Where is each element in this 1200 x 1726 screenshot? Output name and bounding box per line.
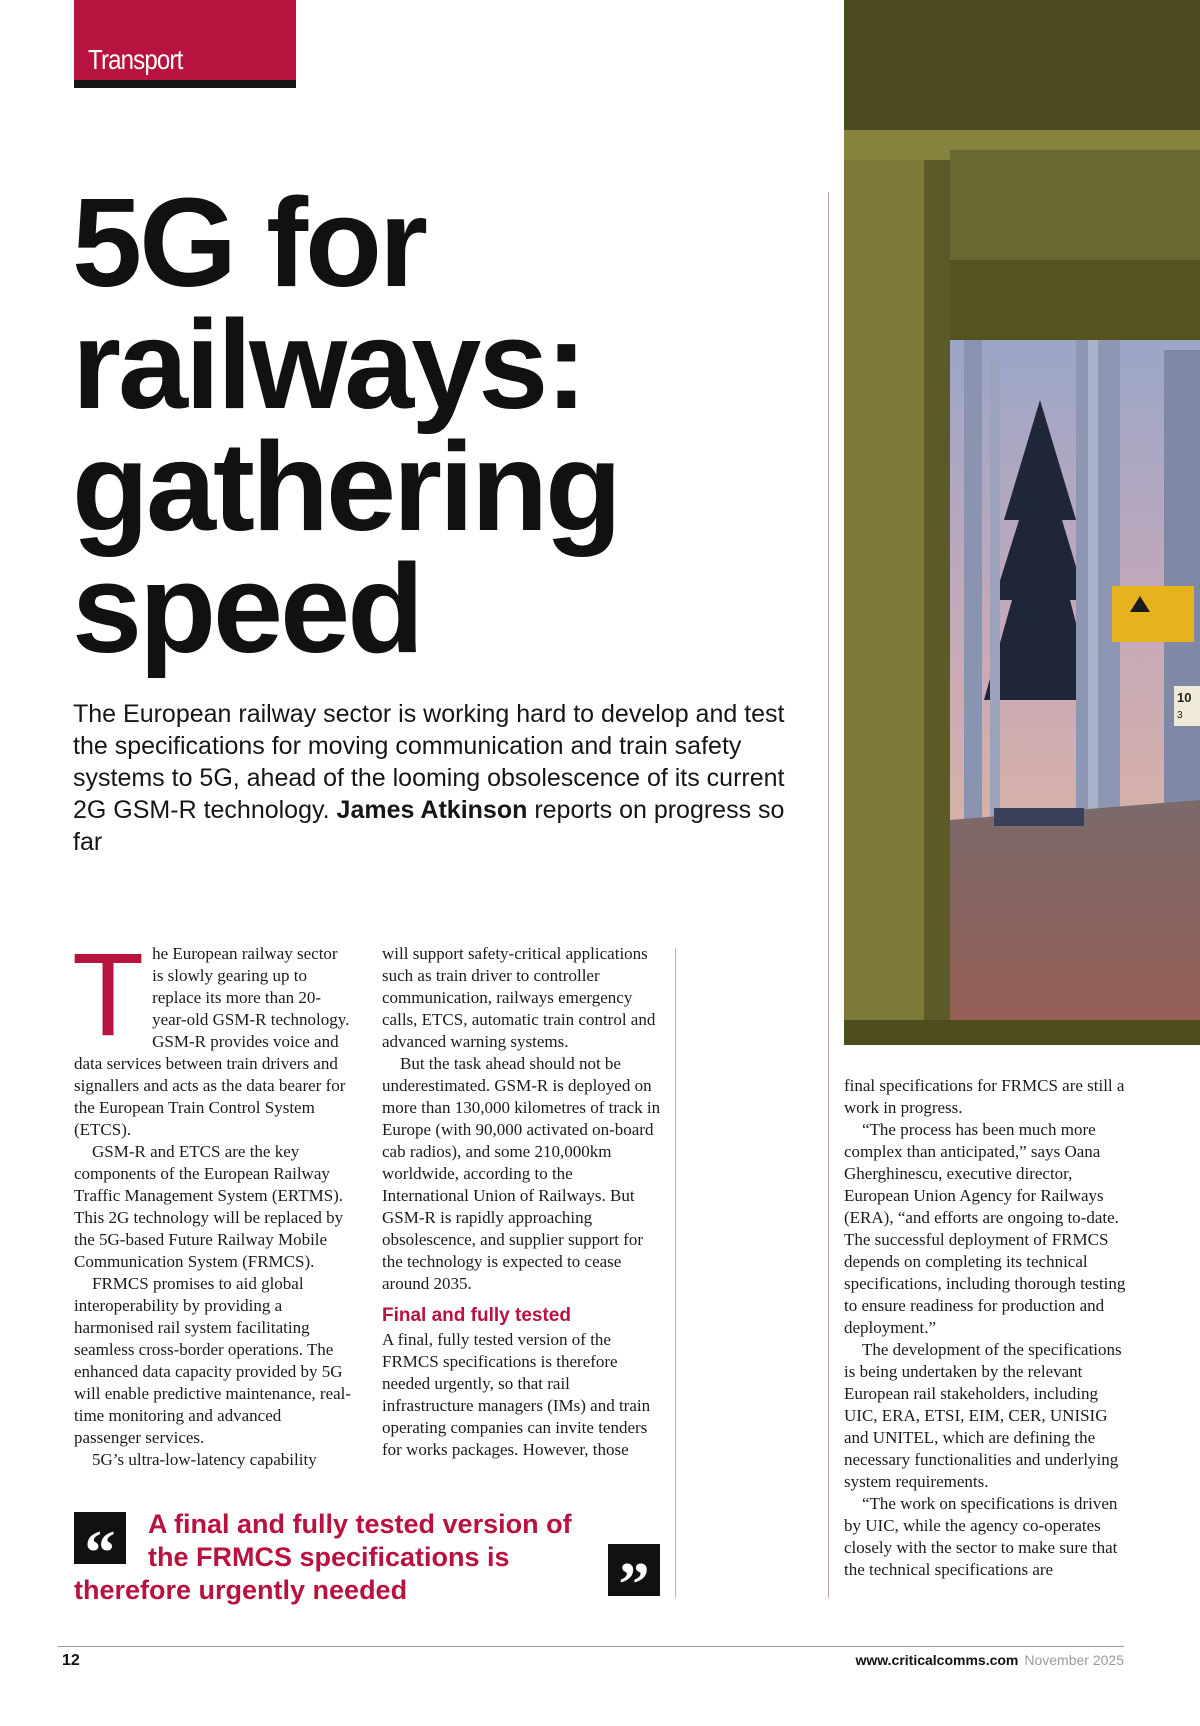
- body-column-1: [72, 929, 352, 1471]
- column-divider: [675, 948, 676, 1598]
- photo-illustration: [844, 0, 1200, 1045]
- close-quote-icon: ”: [608, 1544, 660, 1596]
- open-quote-icon: “: [74, 1512, 126, 1564]
- page-number: 12: [62, 1652, 80, 1669]
- pull-quote-line: the FRMCS specifications is: [148, 1542, 510, 1572]
- section-label: Transport: [88, 44, 183, 75]
- paragraph: “The process has been much more complex than anticipated,” says Oana Gherghinescu, executive director, European Union Agency for Railways (ERA), “and efforts are ongoing to-date. The successful deployment of FRMCS depends on completing its technical specifications, including thorough testing to ensure readiness for production and deployment.”: [844, 1120, 1126, 1337]
- headline-line: gathering: [72, 416, 620, 557]
- headline-line: railways:: [72, 294, 585, 435]
- body-column-3: [844, 1075, 1126, 1581]
- pull-quote: [74, 1508, 674, 1607]
- drop-cap: T: [72, 929, 145, 1061]
- subheading: Final and fully tested: [382, 1305, 571, 1326]
- footer-rule: [58, 1646, 1124, 1647]
- paragraph: The development of the specifications is being undertaken by the relevant European rail stakeholders, including UIC, ERA, ETSI, EIM, CER, UNISIG and UNITEL, which are defining the necessary functionalities and underlying system requirements.: [844, 1340, 1122, 1491]
- headline-line: 5G for: [72, 172, 426, 313]
- standfirst-text: The European railway sector is working hard to develop and test the specifications for moving communication and train safety systems to 5G, ahead of the looming obsolescence of its current 2G GSM-R technology.: [73, 700, 785, 824]
- paragraph: “The work on specifications is driven by UIC, while the agency co-operates closely with the sector to make sure that the technical specifications are: [844, 1494, 1118, 1579]
- pull-quote-line: A final and fully tested version of: [148, 1509, 572, 1539]
- platform-sign-number: 10: [1177, 690, 1192, 705]
- headline-line: speed: [72, 538, 422, 679]
- website-link[interactable]: www.criticalcomms.com: [855, 1652, 1019, 1668]
- standfirst-tail: reports on progress so far: [73, 796, 785, 856]
- paragraph: 5G’s ultra-low-latency capability: [92, 1450, 317, 1469]
- footer-info: [856, 1652, 1125, 1668]
- author-name: James Atkinson: [336, 796, 528, 824]
- body-column-2: [382, 943, 662, 1461]
- paragraph: GSM-R and ETCS are the key components of the European Railway Traffic Management System (ERTMS). This 2G technology will be replaced by the 5G-based Future Railway Mobile Communication System (FRMCS).: [74, 1142, 344, 1271]
- paragraph: FRMCS promises to aid global interoperability by providing a harmonised rail system facilitating seamless cross-border operations. The enhanced data capacity provided by 5G will enable predictive maintenance, real-time monitoring and advanced passenger services.: [74, 1274, 352, 1447]
- paragraph: will support safety-critical applications such as train driver to controller communication, railways emergency calls, ETCS, automatic train control and advanced warning systems.: [382, 944, 656, 1051]
- paragraph: he European railway sector is slowly gearing up to replace its more than 20-year-old GSM-R technology. GSM-R provides voice and data services between train drivers and signallers and acts as the data bearer for the European Train Control System (ETCS).: [74, 944, 350, 1139]
- paragraph: But the task ahead should not be underestimated. GSM-R is deployed on more than 130,000 kilometres of track in Europe (with 90,000 activated on-board cab radios), and some 210,000km worldwide, according to the International Union of Railways. But GSM-R is rapidly approaching obsolescence, and supplier support for the technology is expected to cease around 2035.: [382, 1054, 661, 1293]
- issue-date: November 2025: [1024, 1652, 1124, 1668]
- railway-station-photo: [844, 0, 1200, 1045]
- headline: [72, 172, 772, 679]
- standfirst: [73, 698, 793, 858]
- platform-sign-sub: 3: [1177, 710, 1183, 721]
- pull-quote-line: therefore urgently needed: [74, 1575, 408, 1605]
- paragraph: A final, fully tested version of the FRMCS specifications is therefore needed urgently, so that rail infrastructure managers (IMs) and train operating companies can invite tenders for works packages. However, those: [382, 1330, 651, 1459]
- section-tab: [74, 0, 296, 88]
- column-divider: [828, 192, 829, 1598]
- paragraph: final specifications for FRMCS are still a work in progress.: [844, 1076, 1125, 1117]
